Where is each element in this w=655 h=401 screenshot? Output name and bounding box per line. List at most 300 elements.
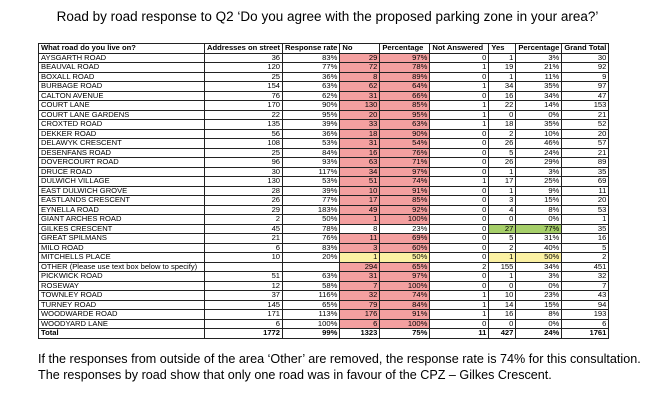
table-row — [39, 167, 609, 177]
cell-yes-percentage: 77% — [516, 224, 562, 234]
cell-yes-percentage: 24% — [516, 329, 562, 339]
cell-addresses: 108 — [205, 139, 283, 149]
cell-grand-total: 11 — [562, 186, 609, 196]
response-table — [38, 43, 609, 339]
table-row — [39, 101, 609, 111]
cell-road: DELAWYK CRESCENT — [39, 139, 205, 149]
cell-yes-percentage: 14% — [516, 101, 562, 111]
cell-no-percentage: 71% — [380, 158, 430, 168]
cell-addresses: 30 — [205, 167, 283, 177]
table-row — [39, 319, 609, 329]
cell-response-rate: 183% — [283, 205, 340, 215]
cell-no: 31 — [340, 139, 380, 149]
col-header-addresses: Addresses on street — [205, 44, 283, 54]
cell-road: COURT LANE GARDENS — [39, 110, 205, 120]
cell-grand-total: 2 — [562, 253, 609, 263]
table-row — [39, 281, 609, 291]
cell-response-rate: 77% — [283, 196, 340, 206]
table-row — [39, 63, 609, 73]
cell-no: 63 — [340, 158, 380, 168]
cell-road: MITCHELLS PLACE — [39, 253, 205, 263]
cell-no-percentage: 64% — [380, 82, 430, 92]
cell-addresses: 6 — [205, 319, 283, 329]
cell-no-percentage: 85% — [380, 196, 430, 206]
cell-response-rate: 77% — [283, 63, 340, 73]
cell-addresses: 45 — [205, 224, 283, 234]
table-row — [39, 91, 609, 101]
col-header-grand-total: Grand Total — [562, 44, 609, 54]
cell-yes-percentage: 9% — [516, 186, 562, 196]
cell-yes-percentage: 15% — [516, 300, 562, 310]
cell-yes-percentage: 10% — [516, 129, 562, 139]
cell-yes-percentage: 23% — [516, 291, 562, 301]
cell-addresses: 51 — [205, 272, 283, 282]
cell-not-answered: 0 — [430, 139, 489, 149]
table-row — [39, 120, 609, 130]
cell-response-rate: 36% — [283, 129, 340, 139]
cell-grand-total: 30 — [562, 53, 609, 63]
cell-addresses: 135 — [205, 120, 283, 130]
cell-yes: 27 — [489, 224, 516, 234]
cell-not-answered: 0 — [430, 72, 489, 82]
cell-response-rate: 93% — [283, 158, 340, 168]
table-row — [39, 205, 609, 215]
cell-grand-total: 1 — [562, 215, 609, 225]
cell-not-answered: 0 — [430, 196, 489, 206]
cell-no-percentage: 97% — [380, 167, 430, 177]
cell-addresses: 120 — [205, 63, 283, 73]
cell-grand-total: 53 — [562, 205, 609, 215]
cell-no-percentage: 74% — [380, 291, 430, 301]
cell-yes: 0 — [489, 319, 516, 329]
cell-yes-percentage: 15% — [516, 196, 562, 206]
cell-response-rate: 36% — [283, 72, 340, 82]
cell-not-answered: 1 — [430, 82, 489, 92]
cell-response-rate: 76% — [283, 234, 340, 244]
cell-not-answered: 0 — [430, 158, 489, 168]
cell-road: ROSEWAY — [39, 281, 205, 291]
cell-road: DESENFANS ROAD — [39, 148, 205, 158]
cell-addresses: 154 — [205, 82, 283, 92]
cell-yes: 22 — [489, 101, 516, 111]
cell-response-rate: 99% — [283, 329, 340, 339]
cell-road: GREAT SPILMANS — [39, 234, 205, 244]
cell-response-rate: 117% — [283, 167, 340, 177]
cell-not-answered: 1 — [430, 310, 489, 320]
cell-road: BOXALL ROAD — [39, 72, 205, 82]
cell-yes-percentage: 35% — [516, 82, 562, 92]
cell-yes: 14 — [489, 300, 516, 310]
cell-not-answered: 1 — [430, 300, 489, 310]
table-row — [39, 139, 609, 149]
cell-response-rate: 63% — [283, 272, 340, 282]
cell-no-percentage: 95% — [380, 110, 430, 120]
cell-road: WOODYARD LANE — [39, 319, 205, 329]
cell-response-rate: 50% — [283, 215, 340, 225]
cell-not-answered: 0 — [430, 215, 489, 225]
table-row — [39, 243, 609, 253]
cell-no: 8 — [340, 224, 380, 234]
cell-grand-total: 16 — [562, 234, 609, 244]
cell-not-answered: 0 — [430, 186, 489, 196]
table-header-row — [39, 44, 609, 54]
cell-yes-percentage: 40% — [516, 243, 562, 253]
cell-road: BEAUVAL ROAD — [39, 63, 205, 73]
cell-response-rate: 84% — [283, 148, 340, 158]
cell-road: TURNEY ROAD — [39, 300, 205, 310]
cell-response-rate: 113% — [283, 310, 340, 320]
cell-yes-percentage: 0% — [516, 319, 562, 329]
cell-yes-percentage: 0% — [516, 215, 562, 225]
cell-no: 31 — [340, 91, 380, 101]
cell-road: DULWICH VILLAGE — [39, 177, 205, 187]
cell-addresses: 130 — [205, 177, 283, 187]
cell-road: OTHER (Please use text box below to specify) — [39, 262, 205, 272]
cell-no-percentage: 75% — [380, 329, 430, 339]
cell-yes: 16 — [489, 310, 516, 320]
cell-addresses: 25 — [205, 148, 283, 158]
cell-not-answered: 0 — [430, 129, 489, 139]
cell-response-rate — [283, 262, 340, 272]
cell-addresses: 29 — [205, 205, 283, 215]
cell-addresses: 76 — [205, 91, 283, 101]
cell-grand-total: 89 — [562, 158, 609, 168]
table-row — [39, 224, 609, 234]
cell-response-rate: 20% — [283, 253, 340, 263]
cell-response-rate: 90% — [283, 101, 340, 111]
cell-grand-total: 20 — [562, 129, 609, 139]
col-header-no: No — [340, 44, 380, 54]
footer-note: If the responses from outside of the area ‘Other’ are removed, the response rate is 74% for this consultation. The responses by road show that only one road was in favour of the CPZ – Gilkes Crescent. — [38, 352, 641, 382]
cell-no-percentage: 65% — [380, 262, 430, 272]
cell-no: 1 — [340, 253, 380, 263]
cell-addresses: 21 — [205, 234, 283, 244]
cell-no-percentage: 76% — [380, 148, 430, 158]
cell-response-rate: 95% — [283, 110, 340, 120]
cell-yes-percentage: 3% — [516, 167, 562, 177]
cell-road: DEKKER ROAD — [39, 129, 205, 139]
cell-response-rate: 39% — [283, 120, 340, 130]
cell-yes: 1 — [489, 167, 516, 177]
table-row — [39, 310, 609, 320]
cell-no: 1 — [340, 215, 380, 225]
cell-no-percentage: 78% — [380, 63, 430, 73]
cell-response-rate: 100% — [283, 319, 340, 329]
cell-yes: 4 — [489, 205, 516, 215]
cell-no: 8 — [340, 72, 380, 82]
cell-yes: 5 — [489, 148, 516, 158]
cell-response-rate: 78% — [283, 224, 340, 234]
cell-no-percentage: 100% — [380, 319, 430, 329]
cell-not-answered: 1 — [430, 101, 489, 111]
cell-yes: 0 — [489, 215, 516, 225]
cell-road: MILO ROAD — [39, 243, 205, 253]
table-row — [39, 300, 609, 310]
table-row — [39, 253, 609, 263]
cell-grand-total: 52 — [562, 120, 609, 130]
cell-no-percentage: 89% — [380, 72, 430, 82]
cell-road: DRUCE ROAD — [39, 167, 205, 177]
cell-yes: 1 — [489, 53, 516, 63]
cell-no-percentage: 92% — [380, 205, 430, 215]
cell-not-answered: 0 — [430, 319, 489, 329]
cell-not-answered: 2 — [430, 262, 489, 272]
cell-yes-percentage: 25% — [516, 177, 562, 187]
cell-yes-percentage: 0% — [516, 110, 562, 120]
col-header-road: What road do you live on? — [39, 44, 205, 54]
cell-no: 51 — [340, 177, 380, 187]
cell-no-percentage: 23% — [380, 224, 430, 234]
cell-not-answered: 0 — [430, 224, 489, 234]
cell-no-percentage: 85% — [380, 101, 430, 111]
cell-grand-total: 6 — [562, 319, 609, 329]
cell-no: 62 — [340, 82, 380, 92]
cell-addresses: 28 — [205, 186, 283, 196]
cell-road: EASTLANDS CRESCENT — [39, 196, 205, 206]
cell-not-answered: 0 — [430, 272, 489, 282]
cell-no: 7 — [340, 281, 380, 291]
cell-grand-total: 35 — [562, 224, 609, 234]
cell-no: 130 — [340, 101, 380, 111]
cell-response-rate: 63% — [283, 82, 340, 92]
cell-road: CROXTED ROAD — [39, 120, 205, 130]
cell-grand-total: 94 — [562, 300, 609, 310]
cell-grand-total: 32 — [562, 272, 609, 282]
cell-yes: 1 — [489, 253, 516, 263]
cell-yes: 26 — [489, 139, 516, 149]
cell-response-rate: 116% — [283, 291, 340, 301]
cell-grand-total: 5 — [562, 243, 609, 253]
cell-yes: 19 — [489, 63, 516, 73]
cell-no-percentage: 97% — [380, 53, 430, 63]
col-header-yes: Yes — [489, 44, 516, 54]
cell-no-percentage: 97% — [380, 272, 430, 282]
cell-road: BURBAGE ROAD — [39, 82, 205, 92]
cell-response-rate: 39% — [283, 186, 340, 196]
cell-grand-total: 1761 — [562, 329, 609, 339]
cell-yes: 10 — [489, 291, 516, 301]
table-row — [39, 158, 609, 168]
cell-not-answered: 1 — [430, 120, 489, 130]
cell-yes-percentage: 0% — [516, 281, 562, 291]
cell-road: CALTON AVENUE — [39, 91, 205, 101]
cell-no-percentage: 54% — [380, 139, 430, 149]
cell-yes: 16 — [489, 91, 516, 101]
cell-addresses: 96 — [205, 158, 283, 168]
table-row — [39, 110, 609, 120]
cell-no: 18 — [340, 129, 380, 139]
cell-no: 49 — [340, 205, 380, 215]
cell-yes: 2 — [489, 243, 516, 253]
table-total-row — [39, 329, 609, 339]
cell-grand-total: 193 — [562, 310, 609, 320]
cell-not-answered: 11 — [430, 329, 489, 339]
cell-grand-total: 9 — [562, 72, 609, 82]
cell-yes: 3 — [489, 196, 516, 206]
cell-yes-percentage: 31% — [516, 234, 562, 244]
cell-grand-total: 153 — [562, 101, 609, 111]
cell-yes: 1 — [489, 272, 516, 282]
cell-no-percentage: 84% — [380, 300, 430, 310]
cell-not-answered: 0 — [430, 167, 489, 177]
cell-no: 1323 — [340, 329, 380, 339]
cell-no-percentage: 74% — [380, 177, 430, 187]
cell-road: TOWNLEY ROAD — [39, 291, 205, 301]
cell-not-answered: 1 — [430, 63, 489, 73]
cell-not-answered: 0 — [430, 148, 489, 158]
table-row — [39, 234, 609, 244]
cell-no: 11 — [340, 234, 380, 244]
cell-addresses: 26 — [205, 196, 283, 206]
cell-grand-total: 97 — [562, 82, 609, 92]
cell-yes-percentage: 21% — [516, 63, 562, 73]
cell-yes: 427 — [489, 329, 516, 339]
cell-yes: 26 — [489, 158, 516, 168]
cell-grand-total: 57 — [562, 139, 609, 149]
cell-no-percentage: 100% — [380, 215, 430, 225]
table-row — [39, 53, 609, 63]
cell-no: 16 — [340, 148, 380, 158]
cell-road: WOODWARDE ROAD — [39, 310, 205, 320]
table-row — [39, 196, 609, 206]
table-row — [39, 72, 609, 82]
cell-no: 31 — [340, 272, 380, 282]
cell-no: 72 — [340, 63, 380, 73]
cell-yes-percentage: 29% — [516, 158, 562, 168]
cell-addresses — [205, 262, 283, 272]
cell-addresses: 2 — [205, 215, 283, 225]
cell-yes-percentage: 50% — [516, 253, 562, 263]
cell-yes: 18 — [489, 120, 516, 130]
table-row — [39, 148, 609, 158]
cell-yes: 0 — [489, 281, 516, 291]
cell-no: 79 — [340, 300, 380, 310]
cell-yes: 5 — [489, 234, 516, 244]
cell-addresses: 37 — [205, 291, 283, 301]
cell-no: 10 — [340, 186, 380, 196]
cell-grand-total: 43 — [562, 291, 609, 301]
cell-not-answered: 1 — [430, 110, 489, 120]
cell-response-rate: 62% — [283, 91, 340, 101]
cell-no: 294 — [340, 262, 380, 272]
cell-road: EAST DULWICH GROVE — [39, 186, 205, 196]
cell-no: 6 — [340, 319, 380, 329]
cell-addresses: 6 — [205, 243, 283, 253]
cell-response-rate: 53% — [283, 139, 340, 149]
table-row — [39, 262, 609, 272]
cell-grand-total: 451 — [562, 262, 609, 272]
cell-grand-total: 47 — [562, 91, 609, 101]
cell-yes: 1 — [489, 72, 516, 82]
table-row — [39, 272, 609, 282]
cell-not-answered: 0 — [430, 281, 489, 291]
cell-road: GILKES CRESCENT — [39, 224, 205, 234]
cell-yes-percentage: 46% — [516, 139, 562, 149]
cell-grand-total: 92 — [562, 63, 609, 73]
cell-no-percentage: 63% — [380, 120, 430, 130]
cell-yes: 1 — [489, 186, 516, 196]
cell-grand-total: 21 — [562, 110, 609, 120]
cell-road: PICKWICK ROAD — [39, 272, 205, 282]
cell-yes-percentage: 34% — [516, 262, 562, 272]
cell-no-percentage: 91% — [380, 186, 430, 196]
cell-no: 176 — [340, 310, 380, 320]
cell-addresses: 1772 — [205, 329, 283, 339]
cell-grand-total: 21 — [562, 148, 609, 158]
cell-addresses: 22 — [205, 110, 283, 120]
cell-road: GIANT ARCHES ROAD — [39, 215, 205, 225]
cell-no: 17 — [340, 196, 380, 206]
cell-addresses: 56 — [205, 129, 283, 139]
cell-yes-percentage: 3% — [516, 272, 562, 282]
cell-yes: 17 — [489, 177, 516, 187]
cell-road: DOVERCOURT ROAD — [39, 158, 205, 168]
cell-yes: 0 — [489, 110, 516, 120]
cell-addresses: 36 — [205, 53, 283, 63]
cell-yes-percentage: 11% — [516, 72, 562, 82]
cell-no-percentage: 100% — [380, 281, 430, 291]
cell-response-rate: 58% — [283, 281, 340, 291]
cell-addresses: 10 — [205, 253, 283, 263]
cell-not-answered: 0 — [430, 243, 489, 253]
cell-road: Total — [39, 329, 205, 339]
cell-no-percentage: 69% — [380, 234, 430, 244]
cell-road: AYSGARTH ROAD — [39, 53, 205, 63]
cell-yes-percentage: 3% — [516, 53, 562, 63]
cell-response-rate: 65% — [283, 300, 340, 310]
cell-yes: 2 — [489, 129, 516, 139]
cell-response-rate: 53% — [283, 177, 340, 187]
cell-addresses: 171 — [205, 310, 283, 320]
cell-not-answered: 0 — [430, 91, 489, 101]
cell-no: 29 — [340, 53, 380, 63]
cell-no: 34 — [340, 167, 380, 177]
cell-response-rate: 83% — [283, 53, 340, 63]
cell-no-percentage: 90% — [380, 129, 430, 139]
table-row — [39, 82, 609, 92]
cell-no: 20 — [340, 110, 380, 120]
table-row — [39, 177, 609, 187]
cell-not-answered: 1 — [430, 177, 489, 187]
cell-yes-percentage: 34% — [516, 91, 562, 101]
cell-road: COURT LANE — [39, 101, 205, 111]
col-header-response-rate: Response rate — [283, 44, 340, 54]
cell-addresses: 170 — [205, 101, 283, 111]
cell-yes: 34 — [489, 82, 516, 92]
cell-not-answered: 0 — [430, 53, 489, 63]
cell-grand-total: 7 — [562, 281, 609, 291]
cell-yes: 155 — [489, 262, 516, 272]
col-header-no-percentage: Percentage — [380, 44, 430, 54]
cell-yes-percentage: 8% — [516, 310, 562, 320]
cell-yes-percentage: 24% — [516, 148, 562, 158]
cell-grand-total: 69 — [562, 177, 609, 187]
cell-grand-total: 20 — [562, 196, 609, 206]
cell-road: EYNELLA ROAD — [39, 205, 205, 215]
table-row — [39, 186, 609, 196]
cell-addresses: 12 — [205, 281, 283, 291]
cell-response-rate: 83% — [283, 243, 340, 253]
cell-no-percentage: 91% — [380, 310, 430, 320]
cell-not-answered: 0 — [430, 253, 489, 263]
page-title: Road by road response to Q2 ‘Do you agree with the proposed parking zone in your area?’ — [56, 9, 599, 24]
cell-not-answered: 0 — [430, 205, 489, 215]
cell-not-answered: 0 — [430, 234, 489, 244]
table-row — [39, 215, 609, 225]
cell-no: 32 — [340, 291, 380, 301]
cell-no: 33 — [340, 120, 380, 130]
cell-no-percentage: 50% — [380, 253, 430, 263]
